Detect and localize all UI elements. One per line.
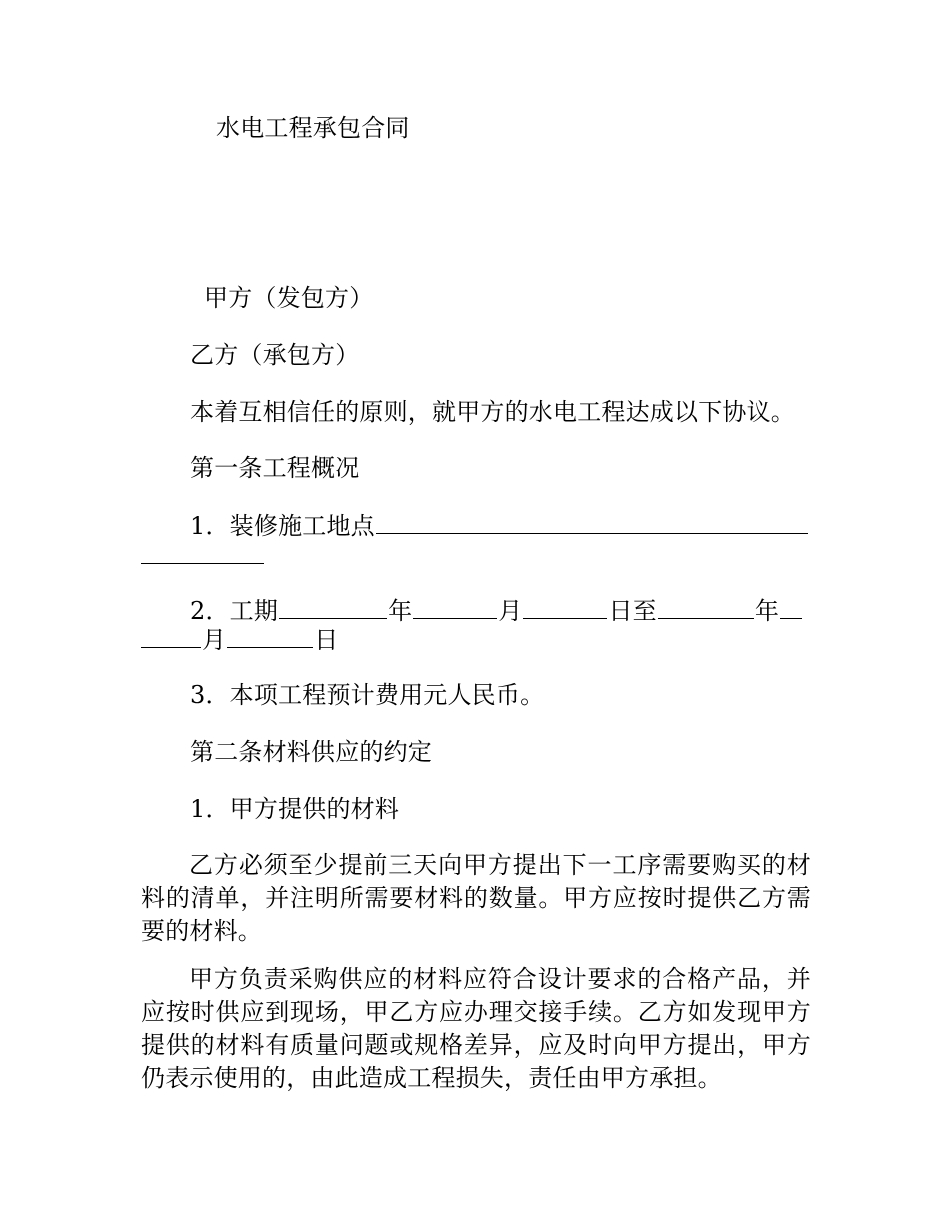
item2-row-continuation [141, 623, 338, 656]
end-year-blank [658, 594, 754, 619]
start-year-blank [279, 594, 387, 619]
end-month-blank-start [780, 594, 802, 619]
end-month-blank [141, 623, 201, 648]
start-day-unit: 日至 [608, 597, 657, 625]
preamble-text: 本着互相信任的原则，就甲方的水电工程达成以下协议。 [190, 398, 795, 426]
materials-paragraph-2: 甲方负责采购供应的材料应符合设计要求的合格产品，并应按时供应到现场，甲乙方应办理交接手续。乙方如发现甲方提供的材料有质量问题或规格差异，应及时向甲方提出，甲方仍表示使用的，由此造成工程损失，责任由甲方承担。 [141, 965, 811, 1092]
item2-label: 2．工期 [190, 597, 279, 625]
end-day-blank [227, 623, 313, 648]
start-day-blank [523, 594, 607, 619]
party-a-label: 甲方（发包方） [204, 284, 374, 312]
end-month-unit: 月 [202, 626, 227, 654]
party-b-label: 乙方（承包方） [190, 341, 360, 369]
item1-label: 1．装修施工地点 [190, 512, 375, 540]
end-day-unit: 日 [314, 626, 339, 654]
materials-paragraph-1: 乙方必须至少提前三天向甲方提出下一工序需要购买的材料的清单，并注明所需要材料的数量。甲方应按时提供乙方需要的材料。 [141, 851, 811, 945]
article2-item1: 1．甲方提供的材料 [190, 795, 400, 823]
item3-text: 3．本项工程预计费用元人民币。 [190, 681, 545, 709]
start-year-unit: 年 [388, 597, 413, 625]
end-year-unit: 年 [754, 597, 780, 625]
item1-row [190, 509, 809, 542]
article2-heading: 第二条材料供应的约定 [190, 738, 432, 766]
start-month-unit: 月 [498, 597, 523, 625]
article1-heading: 第一条工程概况 [190, 454, 360, 482]
site-blank-continuation [141, 563, 264, 564]
document-title: 水电工程承包合同 [216, 114, 410, 142]
site-blank-line [376, 509, 808, 534]
start-month-blank [413, 594, 497, 619]
